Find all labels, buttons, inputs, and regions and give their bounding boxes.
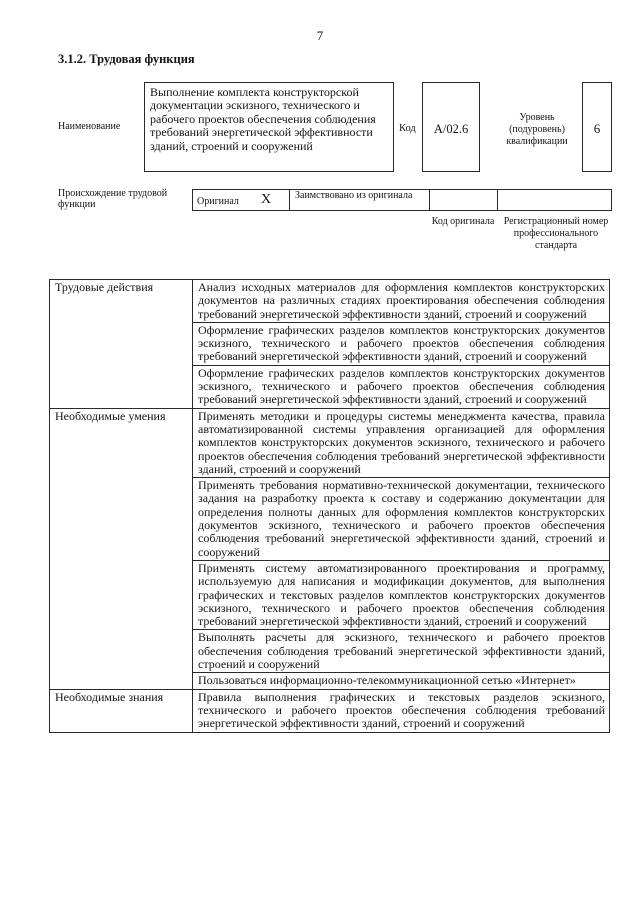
table-row bbox=[50, 280, 610, 323]
origin-label: Происхождение трудовой функции bbox=[58, 188, 168, 210]
table-cell: Применять требования нормативно-технической документации, технического задания на разработку проекта к составу и содержанию документации для определения полноты данных для оформления комплектов конструкторских документов эскизного, технического и рабочего проектов обеспечения соблюдения требований энергетической эффективности зданий, строений и сооружений bbox=[193, 478, 610, 561]
table-row bbox=[50, 408, 610, 477]
borrowed-label: Заимствовано из оригинала bbox=[295, 190, 413, 201]
table-cell: Оформление графических разделов комплектов конструкторских документов эскизного, технического и рабочего проектов обеспечения соблюдения требований энергетической эффективности зданий, строений и сооружений bbox=[193, 322, 610, 365]
page-number: 7 bbox=[316, 28, 324, 43]
function-details-table bbox=[49, 279, 610, 733]
table-cell: Оформление графических разделов комплектов конструкторских документов эскизного, технического и рабочего проектов обеспечения соблюдения требований энергетической эффективности зданий, строений и сооружений bbox=[193, 365, 610, 408]
section-label-knowledge: Необходимые знания bbox=[50, 689, 193, 732]
table-cell: Применять методики и процедуры системы менеджмента качества, правила автоматизированной системы управления организацией для оформления комплектов конструкторских документов эскизного, технического и рабочего проектов обеспечения соблюдения требований энергетической эффективности зданий, строений и сооружений bbox=[193, 408, 610, 477]
name-label: Наименование bbox=[58, 121, 121, 132]
qualification-level-label: Уровень (подуровень) квалификации bbox=[506, 112, 568, 147]
section-label-actions: Трудовые действия bbox=[50, 280, 193, 409]
function-name-value: Выполнение комплекта конструкторской документации эскизного, технического и рабочего проектов обеспечения соблюдения требований энергетической эффективности зданий, строений и сооружений bbox=[144, 82, 394, 172]
code-original-caption: Код оригинала bbox=[431, 216, 495, 227]
table-cell: Анализ исходных материалов для оформления комплектов конструкторских документов на различных стадиях проектирования обеспечения соблюдения требований энергетической эффективности зданий, строений и сооружений bbox=[193, 280, 610, 323]
original-mark: X bbox=[261, 192, 272, 207]
section-title: 3.1.2. Трудовая функция bbox=[58, 52, 195, 66]
table-cell: Выполнять расчеты для эскизного, технического и рабочего проектов обеспечения соблюдения требований энергетической эффективности зданий, строений и сооружений bbox=[193, 630, 610, 673]
code-label: Код bbox=[399, 123, 416, 134]
table-cell: Пользоваться информационно-телекоммуникационной сетью «Интернет» bbox=[193, 673, 610, 689]
table-cell: Правила выполнения графических и текстовых разделов эскизного, технического и рабочего проектов обеспечения соблюдения требований энергетической эффективности зданий, строений и сооружений bbox=[193, 689, 610, 732]
reg-number-caption: Регистрационный номер профессионального стандарта bbox=[503, 216, 609, 251]
section-label-skills: Необходимые умения bbox=[50, 408, 193, 689]
table-row bbox=[50, 689, 610, 732]
origin-cell-code bbox=[430, 190, 498, 210]
qualification-level-value: 6 bbox=[582, 82, 612, 172]
code-value: А/02.6 bbox=[422, 82, 480, 172]
original-label: Оригинал bbox=[197, 196, 239, 207]
table-cell: Применять систему автоматизированного проектирования и программу, используемую для написания и модификации документов, для выполнения графических и текстовых разделов комплектов конструкторских документов эскизного, технического и рабочего проектов обеспечения соблюдения требований энергетической эффективности зданий, строений и сооружений bbox=[193, 560, 610, 629]
